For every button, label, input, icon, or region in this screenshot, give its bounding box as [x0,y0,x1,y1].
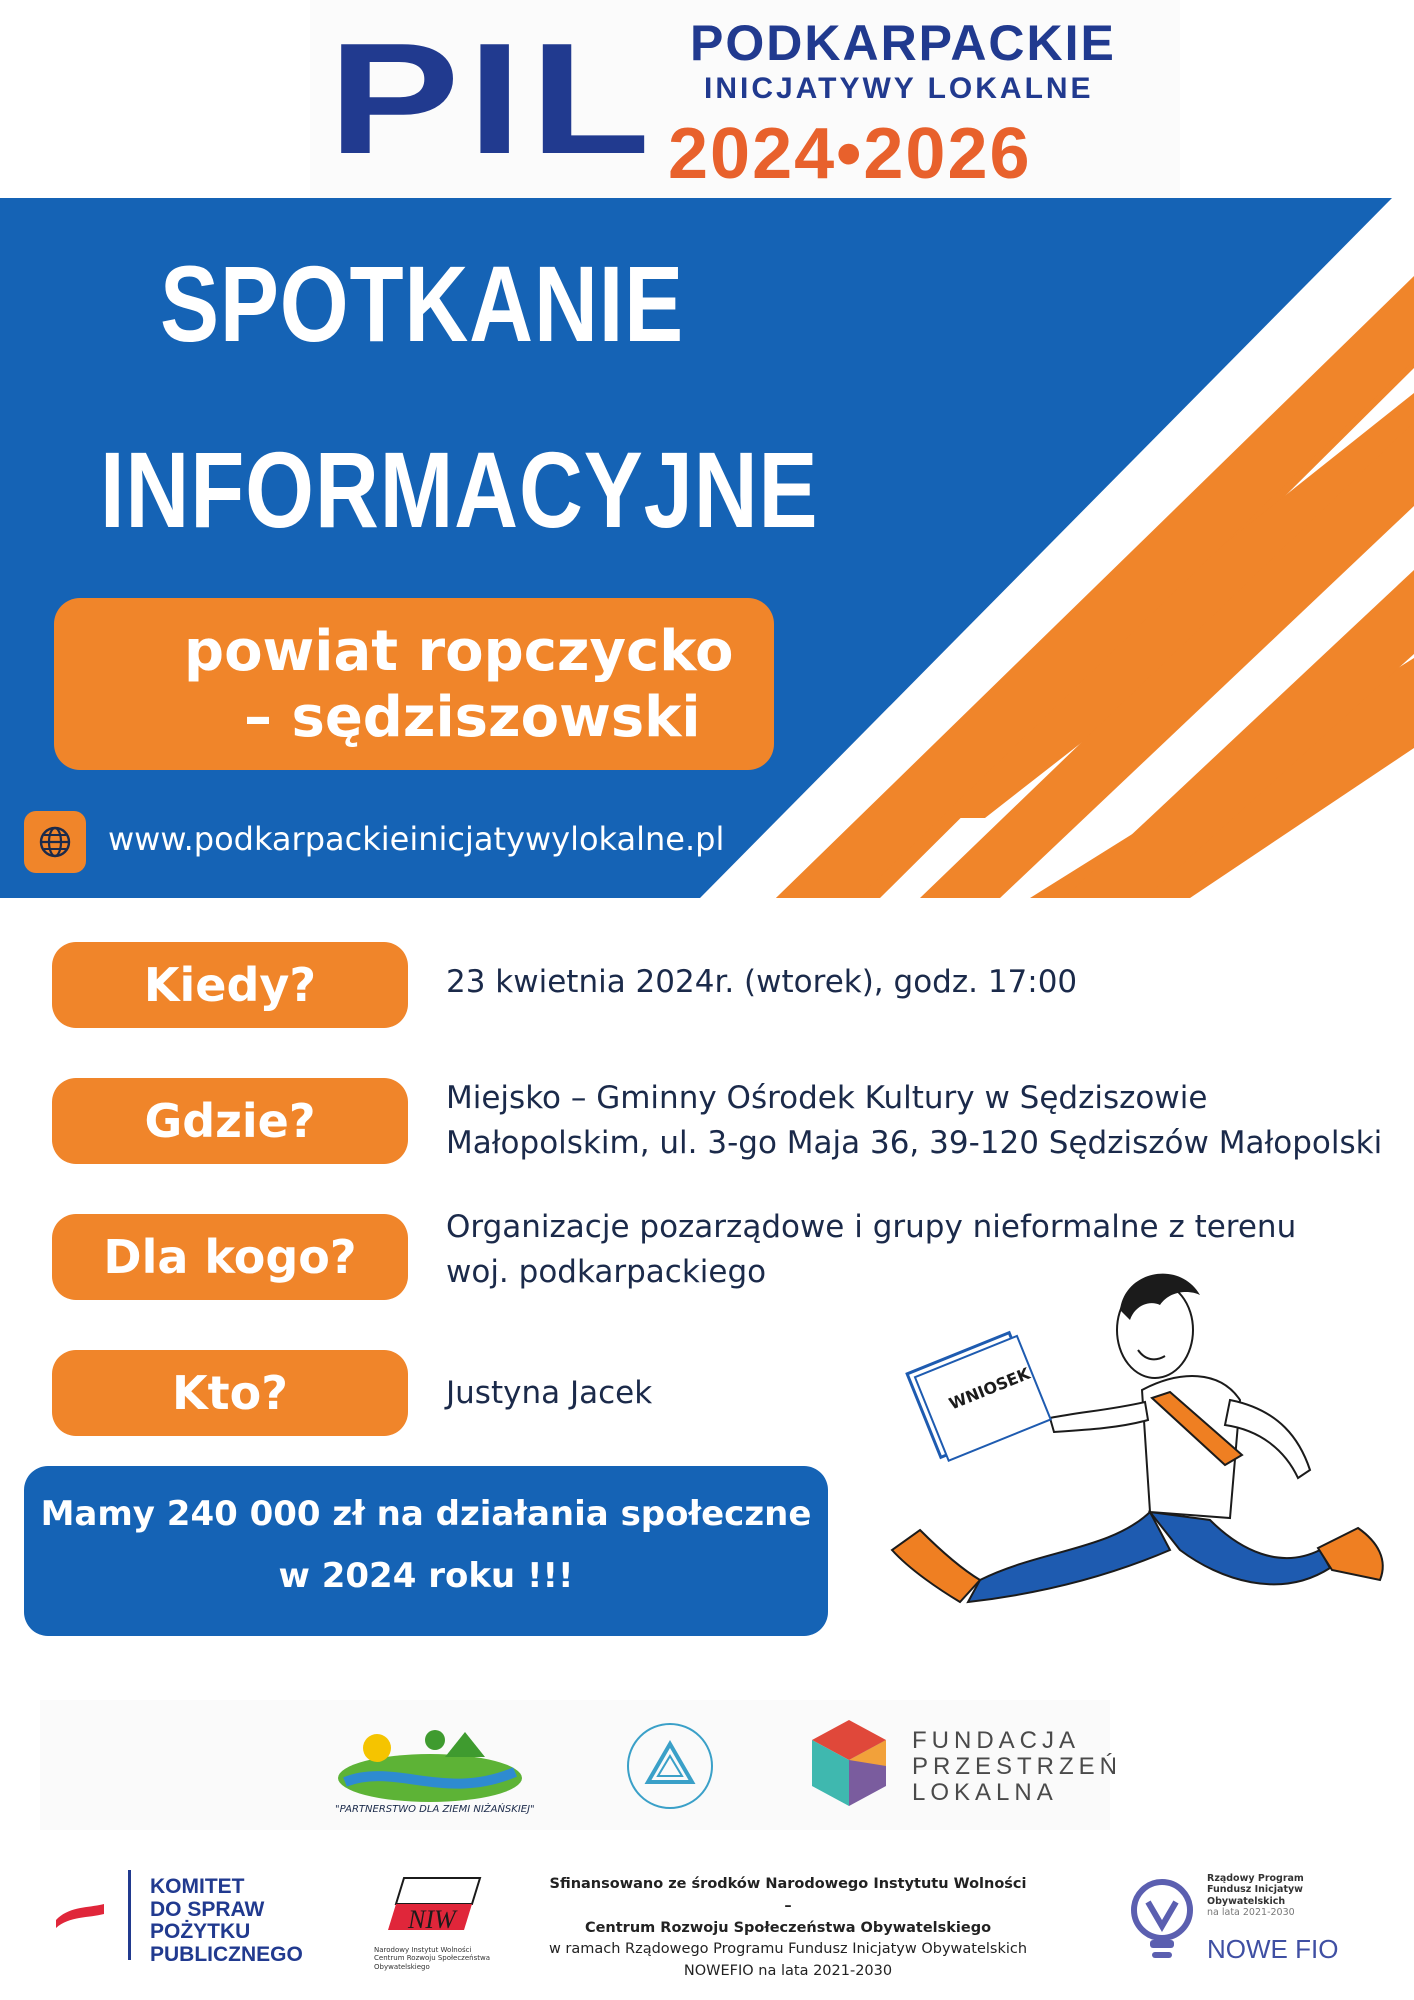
niw-caption [374,1946,534,1971]
title-line-informacyjne: INFORMACYJNE [100,429,819,550]
financing-line-3: w ramach Rządowego Programu Fundusz Inicjatyw Obywatelskich [548,1941,1028,1958]
komitet-line-3: POŻYTKU [150,1920,251,1944]
pil-logo-letters: PIL [328,11,658,187]
info-gdzie-line-2: Małopolskim, ul. 3-go Maja 36, 39-120 Sędziszów Małopolski [446,1125,1383,1161]
running-man-illustration [880,1250,1390,1680]
fpl-line-3: LOKALNA [912,1778,1058,1806]
komitet-line-2: DO SPRAW [150,1897,265,1921]
label-dla-kogo: Dla kogo? [52,1214,408,1300]
financing-line-4: NOWEFIO na lata 2021-2030 [683,1963,893,1979]
komitet-line-1: KOMITET [150,1875,245,1898]
info-kiedy-line-1: 23 kwietnia 2024r. (wtorek), godz. 17:00 [446,964,1078,1000]
fundacja-przestrzen-lokalna-text [912,1728,1122,1806]
info-gdzie-line-1: Miejsko – Gminny Ośrodek Kultury w Sędziszowie [446,1080,1208,1116]
fio-line-3: Obywatelskich [1207,1895,1286,1907]
info-dla-kogo-line-2: woj. podkarpackiego [446,1254,767,1290]
niw-caption-line-1: Narodowy Instytut Wolności [374,1946,472,1954]
funds-line-2: w 2024 roku !!! [278,1556,574,1596]
nowe-fio-text: NOWE FIO [1207,1934,1339,1964]
fundacja-przestrzen-lokalna-logo [806,1716,892,1810]
fpl-line-2: PRZESTRZEŃ [912,1752,1123,1780]
info-kto-line-1: Justyna Jacek [446,1375,653,1411]
fio-line-1: Rządowy Program [1207,1873,1304,1884]
info-dla-kogo-line-1: Organizacje pozarządowe i grupy nieformalne z terenu [446,1209,1297,1245]
label-gdzie: Gdzie? [52,1078,408,1164]
fpl-line-1: FUNDACJA [912,1727,1081,1754]
niw-caption-line-2: Centrum Rozwoju Społeczeństwa Obywatelskiego [374,1954,490,1971]
funds-banner [24,1466,828,1636]
title-line-spotkanie: SPOTKANIE [160,243,685,364]
partner-1-caption: "PARTNERSTWO DLA ZIEMI NIŻAŃSKIEJ" [335,1804,535,1815]
fio-program-text [1207,1873,1304,1919]
komitet-logo-text [150,1876,303,1967]
komitet-line-4: PUBLICZNEGO [150,1943,303,1967]
financing-statement [548,1874,1028,1983]
fio-line-4: na lata 2021-2030 [1207,1907,1295,1919]
financing-line-1: Sfinansowano ze środków Narodowego Instytutu Wolności – [549,1876,1027,1914]
nowe-fio-bulb-icon [1128,1878,1196,1964]
fio-line-2: Fundusz Inicjatyw [1207,1884,1303,1896]
financing-line-2: Centrum Rozwoju Społeczeństwa Obywatelskiego [584,1919,992,1936]
label-kto: Kto? [52,1350,408,1436]
globe-icon [24,811,86,873]
niw-logo [388,1874,484,1944]
brand-years: 2024•2026 [668,114,1032,194]
district-line-2: – sędziszowski [244,685,701,750]
district-badge [54,598,774,770]
polish-flag-icon [54,1900,106,1934]
wniosek-paper-text: WNIOSEK [946,1363,1033,1414]
label-kiedy: Kiedy? [52,942,408,1028]
website-link[interactable]: www.podkarpackieinicjatywylokalne.pl [108,820,725,858]
niw-logo-text: NIW [408,1905,456,1934]
district-line-1: powiat ropczycko [184,619,734,684]
partnerstwo-ziemi-nizanskiej-logo [335,1712,525,1804]
funds-line-1: Mamy 240 000 zł na działania społeczne [40,1494,812,1534]
brand-line-inicjatywy: INICJATYWY LOKALNE [704,72,1094,105]
brand-line-podkarpackie: PODKARPACKIE [690,15,1116,71]
lgd-logo [622,1718,718,1814]
komitet-divider [128,1870,131,1960]
